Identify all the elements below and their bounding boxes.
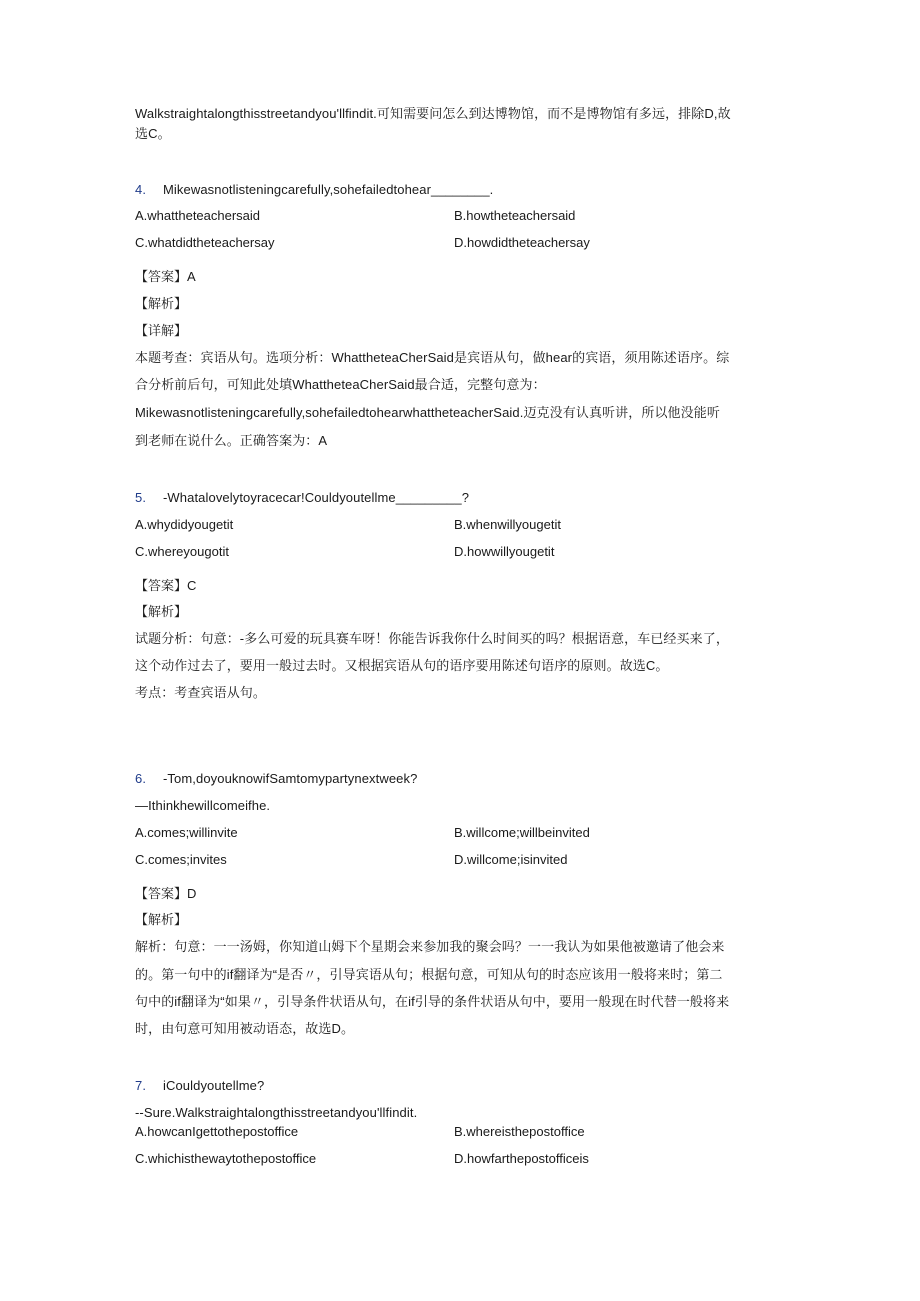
question-5-stem: [135, 489, 785, 507]
question-6-explanation-2: 的。第一句中的if翻译为“是否〃，引导宾语从句；根据句意，可知从句的时态应该用一般将来时；第二: [135, 967, 723, 982]
question-6-option-c: C.comes;invites: [135, 852, 227, 867]
question-6-explanation-1: 解析：句意：一一汤姆，你知道山姆下个星期会来参加我的聚会吗？一一我认为如果他被邀请了他会来: [135, 939, 725, 954]
question-5-text: -Whatalovelytoyracecar!Couldyoutellme_________?: [163, 490, 470, 505]
question-4-option-b: B.howtheteachersaid: [454, 208, 576, 223]
question-7-option-c: C.whichisthewaytothepostoffice: [135, 1151, 317, 1166]
question-6-answer: 【答案】D: [135, 886, 197, 901]
question-4-detail-label: 【详解】: [135, 323, 188, 338]
question-5-number: 5.: [135, 490, 147, 505]
question-6-stem-2: —Ithinkhewillcomeifhe.: [135, 798, 271, 813]
question-4-option-d: D.howdidtheteachersay: [454, 235, 590, 250]
question-5-option-c: C.whereyougotit: [135, 544, 229, 559]
question-7-option-a: A.howcanIgettothepostoffice: [135, 1124, 299, 1139]
question-5-option-d: D.howwillyougetit: [454, 544, 555, 559]
question-4-explanation-1: 本题考查：宾语从句。选项分析：WhattheteaCherSaid是宾语从句，做hear的宾语，须用陈述语序。综: [135, 350, 730, 365]
question-6-analysis-label: 【解析】: [135, 912, 188, 927]
question-4-option-c: C.whatdidtheteachersay: [135, 235, 275, 250]
question-4-stem: [135, 181, 785, 199]
question-6-option-d: D.willcome;isinvited: [454, 852, 568, 867]
question-5-explanation-1: 试题分析：句意：-多么可爱的玩具赛车呀！你能告诉我你什么时间买的吗？根据语意，车已经买来了，: [135, 631, 729, 646]
question-7-text: iCouldyoutellme?: [163, 1078, 265, 1093]
question-5-explanation-3: 考点：考查宾语从句。: [135, 685, 267, 700]
question-5-explanation-2: 这个动作过去了，要用一般过去时。又根据宾语从句的语序要用陈述句语序的原则。故选C。: [135, 658, 669, 673]
question-6-explanation-3: 句中的if翻译为“如果〃，引导条件状语从句，在if引导的条件状语从句中，要用一般现在时代替一般将来: [135, 994, 730, 1009]
question-4-explanation-3: Mikewasnotlisteningcarefully,sohefailedtohearwhattheteacherSaid.迈克没有认真听讲，所以他没能听: [135, 405, 720, 420]
question-7-stem: [135, 1077, 785, 1095]
question-7-option-d: D.howfarthepostofficeis: [454, 1151, 589, 1166]
question-5-analysis-label: 【解析】: [135, 604, 188, 619]
question-5-answer: 【答案】C: [135, 578, 197, 593]
question-7-option-b: B.whereisthepostoffice: [454, 1124, 585, 1139]
question-6-option-a: A.comes;willinvite: [135, 825, 238, 840]
question-4-option-a: A.whattheteachersaid: [135, 208, 261, 223]
question-5-option-a: A.whydidyougetit: [135, 517, 234, 532]
question-6-number: 6.: [135, 771, 147, 786]
question-6-explanation-4: 时，由句意可知用被动语态，故选D。: [135, 1021, 355, 1036]
question-4-explanation-2: 合分析前后句，可知此处填WhattheteaCherSaid最合适，完整句意为：: [135, 377, 546, 392]
question-7-number: 7.: [135, 1078, 147, 1093]
question-6-text: -Tom,doyouknowifSamtomypartynextweek?: [163, 771, 418, 786]
question-4-explanation-4: 到老师在说什么。正确答案为：A: [135, 433, 328, 448]
intro-line-1: Walkstraightalongthisstreetandyou'llfindit.可知需要问怎么到达博物馆，而不是博物馆有多远，排除D,故: [135, 106, 731, 121]
question-4-analysis-label: 【解析】: [135, 296, 188, 311]
question-6-option-b: B.willcome;willbeinvited: [454, 825, 590, 840]
question-4-answer: 【答案】A: [135, 269, 196, 284]
intro-line-2: 选C。: [135, 126, 171, 141]
question-4-text: Mikewasnotlisteningcarefully,sohefailedtohear________.: [163, 182, 494, 197]
question-7-stem-2: --Sure.Walkstraightalongthisstreetandyou'llfindit.: [135, 1105, 418, 1120]
question-4-number: 4.: [135, 182, 147, 197]
question-5-option-b: B.whenwillyougetit: [454, 517, 561, 532]
question-6-stem: [135, 770, 785, 788]
